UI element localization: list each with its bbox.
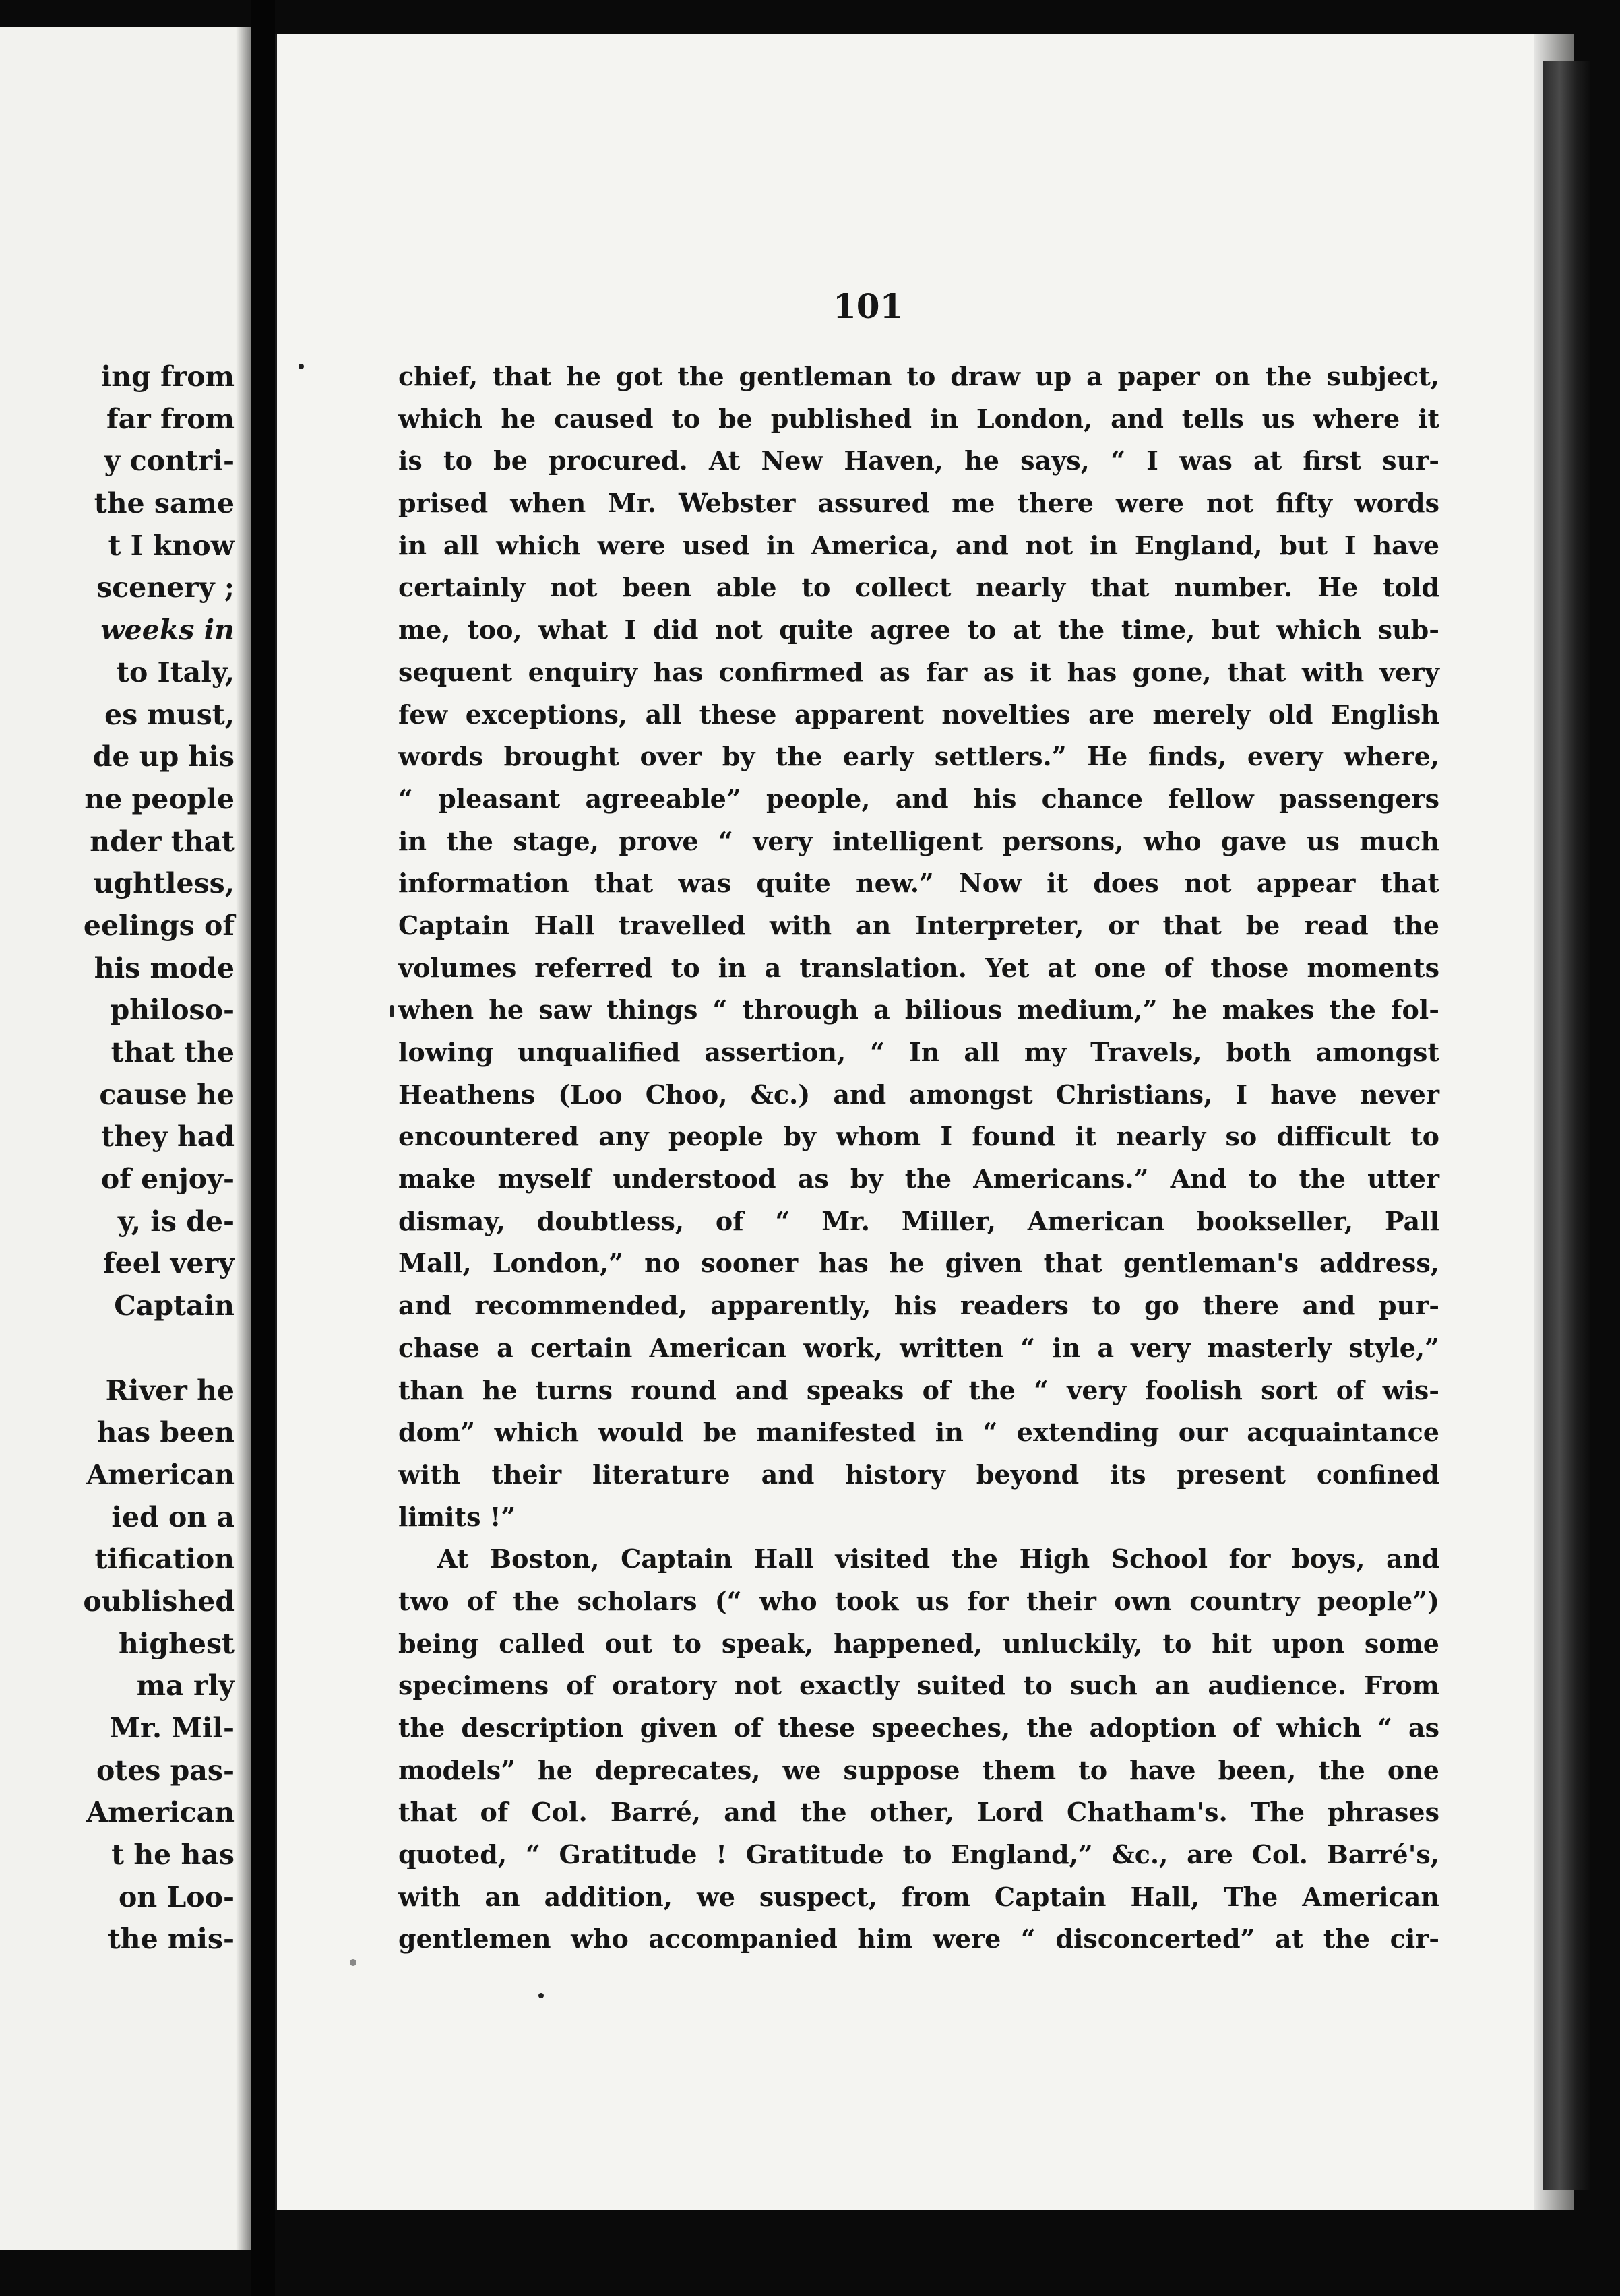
left-page-line: ied on a — [111, 1500, 235, 1533]
text-line: in all which were used in America, and not in England, but I have — [398, 530, 1439, 561]
text-line: words brought over by the early settlers.” He finds, every where, — [398, 741, 1439, 772]
left-page-line: tification — [94, 1543, 235, 1576]
left-page — [0, 27, 251, 2250]
left-page-line: Captain — [114, 1289, 235, 1322]
left-page-line: y contri- — [104, 445, 235, 478]
left-page-line: weeks in — [100, 614, 235, 647]
left-page-line: American — [86, 1796, 235, 1829]
left-page-line: otes pas- — [96, 1754, 235, 1787]
text-line: the description given of these speeches, the adoption of which “ as — [398, 1713, 1439, 1743]
gutter-shadow — [236, 27, 251, 2250]
text-line: certainly not been able to collect nearly that number. He told — [398, 572, 1439, 603]
ink-speck — [538, 1993, 544, 1998]
left-page-line: es must, — [104, 698, 235, 731]
left-page-line: American — [86, 1458, 235, 1491]
ink-speck — [390, 1005, 394, 1017]
text-line: specimens of oratory not exactly suited to such an audience. From — [398, 1670, 1439, 1701]
left-page-line: eelings of — [83, 909, 235, 942]
text-line: prised when Mr. Webster assured me there were not fifty words — [398, 488, 1439, 519]
left-page-line: t I know — [108, 529, 235, 562]
text-line: limits !” — [398, 1501, 516, 1532]
left-page-line: nder that — [90, 825, 235, 858]
left-page-line: on Loo- — [119, 1880, 235, 1913]
text-line: Heathens (Loo Choo, &c.) and amongst Christians, I have never — [398, 1079, 1439, 1110]
text-line: Mall, London,” no sooner has he given that gentleman's address, — [398, 1248, 1439, 1279]
text-line: two of the scholars (“ who took us for their own country people”) — [398, 1585, 1439, 1616]
text-line: with an addition, we suspect, from Captain Hall, The American — [398, 1881, 1439, 1912]
left-page-line: has been — [96, 1416, 235, 1449]
left-page-line: the mis- — [107, 1923, 235, 1956]
text-line: At Boston, Captain Hall visited the High School for boys, and — [437, 1543, 1439, 1574]
text-line: dismay, doubtless, of “ Mr. Miller, American bookseller, Pall — [398, 1205, 1439, 1236]
text-line: sequent enquiry has confirmed as far as it has gone, that with very — [398, 656, 1439, 687]
page-body-text — [398, 356, 1439, 1960]
right-page — [275, 34, 1574, 2210]
text-line: dom” which would be manifested in “ extending our acquaintance — [398, 1417, 1439, 1448]
left-page-line: cause he — [99, 1078, 235, 1111]
left-page-text — [5, 356, 235, 1960]
text-line: few exceptions, all these apparent novelties are merely old English — [398, 699, 1439, 730]
text-line: which he caused to be published in London, and tells us where it — [398, 403, 1439, 434]
text-line: information that was quite new.” Now it does not appear that — [398, 868, 1439, 899]
left-page-line: they had — [101, 1120, 235, 1153]
left-page-line: highest — [119, 1627, 235, 1660]
left-page-line: feel very — [103, 1247, 235, 1280]
text-line: make myself understood as by the Americans.” And to the utter — [398, 1163, 1439, 1194]
text-line: lowing unqualified assertion, “ In all my Travels, both amongst — [398, 1037, 1439, 1067]
left-page-line: the same — [94, 487, 235, 520]
left-page-line: ughtless, — [93, 867, 235, 900]
left-page-line: of enjoy- — [100, 1163, 235, 1196]
left-page-line: Mr. Mil- — [109, 1712, 235, 1744]
left-page-line: that the — [111, 1036, 235, 1069]
text-line: models” he deprecates, we suppose them to have been, the one — [398, 1754, 1439, 1785]
text-line: chief, that he got the gentleman to draw up a paper on the subject, — [398, 361, 1439, 391]
text-line: that of Col. Barré, and the other, Lord Chatham's. The phrases — [398, 1797, 1439, 1828]
text-line: in the stage, prove “ very intelligent persons, who gave us much — [398, 825, 1439, 856]
text-line: “ pleasant agreeable” people, and his chance fellow passengers — [398, 783, 1439, 814]
text-line: being called out to speak, happened, unluckily, to hit upon some — [398, 1628, 1439, 1659]
text-line: is to be procured. At New Haven, he says, “ I was at first sur- — [398, 445, 1439, 476]
book-outer-edge — [1543, 61, 1590, 2190]
text-line: than he turns round and speaks of the “ very foolish sort of wis- — [398, 1374, 1439, 1405]
left-page-line: ing from — [100, 360, 235, 393]
text-line: quoted, “ Gratitude ! Gratitude to England,” &c., are Col. Barré's, — [398, 1839, 1439, 1870]
left-page-line: ma rly — [136, 1669, 235, 1702]
text-line: and recommended, apparently, his readers to go there and pur- — [398, 1290, 1439, 1321]
text-line: with their literature and history beyond its present confined — [398, 1459, 1439, 1490]
text-line: encountered any people by whom I found it nearly so difficult to — [398, 1121, 1439, 1152]
text-line: when he saw things “ through a bilious medium,” he makes the fol- — [398, 994, 1439, 1025]
left-page-line — [5, 1327, 235, 1370]
left-page-line: scenery ; — [96, 571, 235, 604]
left-page-line: philoso- — [110, 994, 235, 1027]
left-page-line: his mode — [94, 951, 235, 984]
left-page-line: de up his — [92, 740, 235, 773]
text-line: me, too, what I did not quite agree to at the time, but which sub- — [398, 614, 1439, 645]
left-page-line: to Italy, — [117, 656, 235, 689]
ink-speck — [299, 364, 304, 369]
text-line: gentlemen who accompanied him were “ disconcerted” at the cir- — [398, 1923, 1439, 1954]
left-page-line: t he has — [111, 1839, 235, 1872]
left-page-line: River he — [105, 1374, 235, 1407]
ink-speck — [350, 1959, 356, 1966]
text-line: Captain Hall travelled with an Interpreter, or that be read the — [398, 910, 1439, 940]
text-line: volumes referred to in a translation. Yet at one of those moments — [398, 952, 1439, 983]
left-page-line: ne people — [84, 782, 235, 815]
left-page-line: y, is de- — [117, 1205, 235, 1238]
book-spine — [251, 0, 275, 2296]
left-page-line: far from — [106, 402, 235, 435]
left-page-line: oublished — [83, 1585, 235, 1618]
text-line: chase a certain American work, written “ in a very masterly style,” — [398, 1332, 1439, 1363]
page-number: 101 — [833, 286, 904, 326]
